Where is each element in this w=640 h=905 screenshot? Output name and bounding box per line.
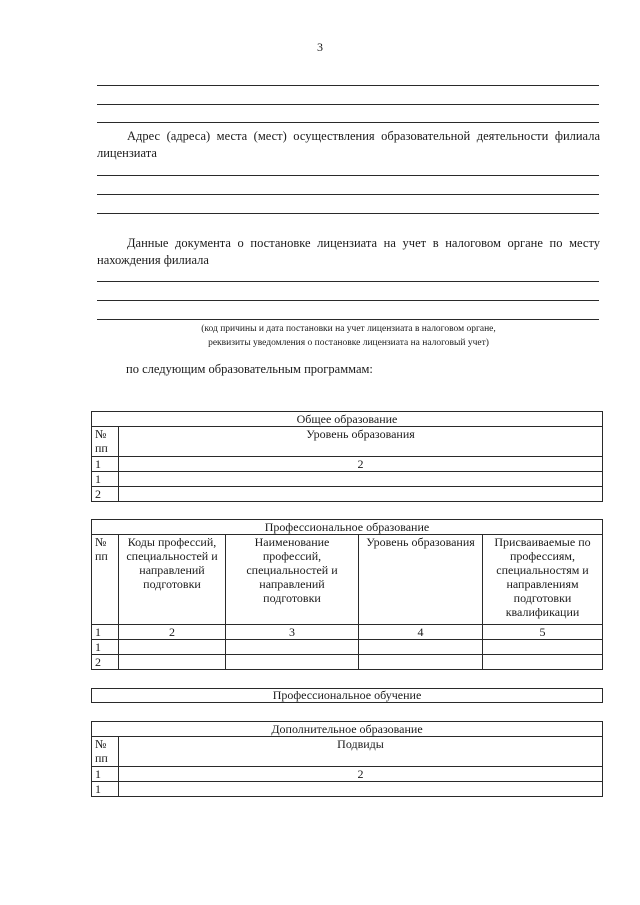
col-subtypes-header: Подвиды [119, 737, 603, 767]
tax-text: Данные документа о постановке лицензиата на учет в налоговом органе по месту нахождения филиала [97, 236, 600, 267]
row-cell [359, 655, 483, 670]
row-number: 1 [92, 782, 119, 797]
table-row [92, 782, 603, 797]
general-education-title: Общее образование [92, 412, 603, 427]
fill-line [97, 300, 599, 301]
row-cell [226, 640, 359, 655]
general-education-table [91, 411, 603, 502]
address-text: Адрес (адреса) места (мест) осуществления образовательной деятельности филиала лицензиата [97, 129, 600, 160]
row-number: 1 [92, 472, 119, 487]
fill-line [97, 175, 599, 176]
additional-education-title: Дополнительное образование [92, 722, 603, 737]
address-paragraph [97, 128, 600, 162]
numbering-cell: 4 [359, 625, 483, 640]
row-cell [119, 655, 226, 670]
professional-education-title: Профессиональное образование [92, 520, 603, 535]
fill-line [97, 104, 599, 105]
numbering-cell: 2 [119, 457, 603, 472]
table-row [92, 640, 603, 655]
row-cell [119, 487, 603, 502]
numbering-cell: 2 [119, 767, 603, 782]
programs-intro: по следующим образовательным программам: [126, 362, 373, 376]
row-cell [119, 472, 603, 487]
col-codes-header: Коды профессий, специальностей и направлений подготовки [119, 535, 226, 625]
row-number: 2 [92, 655, 119, 670]
tax-paragraph [97, 235, 600, 269]
col-no-header: № пп [92, 535, 119, 625]
numbering-cell: 3 [226, 625, 359, 640]
row-number: 2 [92, 487, 119, 502]
table-row [92, 487, 603, 502]
fill-line [97, 213, 599, 214]
col-level-header: Уровень образования [119, 427, 603, 457]
table-row [92, 472, 603, 487]
col-no-header: № пп [92, 737, 119, 767]
tax-caption-line-1: (код причины и дата постановки на учет лицензиата в налоговом органе, [201, 324, 496, 334]
fill-line [97, 319, 599, 320]
professional-training-title: Профессиональное обучение [91, 688, 603, 703]
numbering-cell: 5 [483, 625, 603, 640]
row-number: 1 [92, 640, 119, 655]
col-no-header: № пп [92, 427, 119, 457]
row-cell [119, 782, 603, 797]
row-cell [359, 640, 483, 655]
row-cell [119, 640, 226, 655]
additional-education-table [91, 721, 603, 797]
professional-education-table [91, 519, 603, 670]
fill-line [97, 281, 599, 282]
col-names-header: Наименование профессий, специальностей и направлений подготовки [226, 535, 359, 625]
numbering-cell: 1 [92, 625, 119, 640]
tax-caption-line-2: реквизиты уведомления о постановке лицензиата на налоговый учет) [208, 338, 489, 348]
table-row [92, 655, 603, 670]
numbering-cell: 1 [92, 457, 119, 472]
row-cell [226, 655, 359, 670]
fill-line [97, 85, 599, 86]
numbering-cell: 2 [119, 625, 226, 640]
page-number: 3 [317, 40, 323, 54]
row-cell [483, 640, 603, 655]
fill-line [97, 122, 599, 123]
fill-line [97, 194, 599, 195]
tax-caption [97, 322, 600, 350]
col-level-header: Уровень образования [359, 535, 483, 625]
col-qualifications-header: Присваиваемые по профессиям, специальностям и направлениям подготовки квалификации [483, 535, 603, 625]
row-cell [483, 655, 603, 670]
numbering-cell: 1 [92, 767, 119, 782]
